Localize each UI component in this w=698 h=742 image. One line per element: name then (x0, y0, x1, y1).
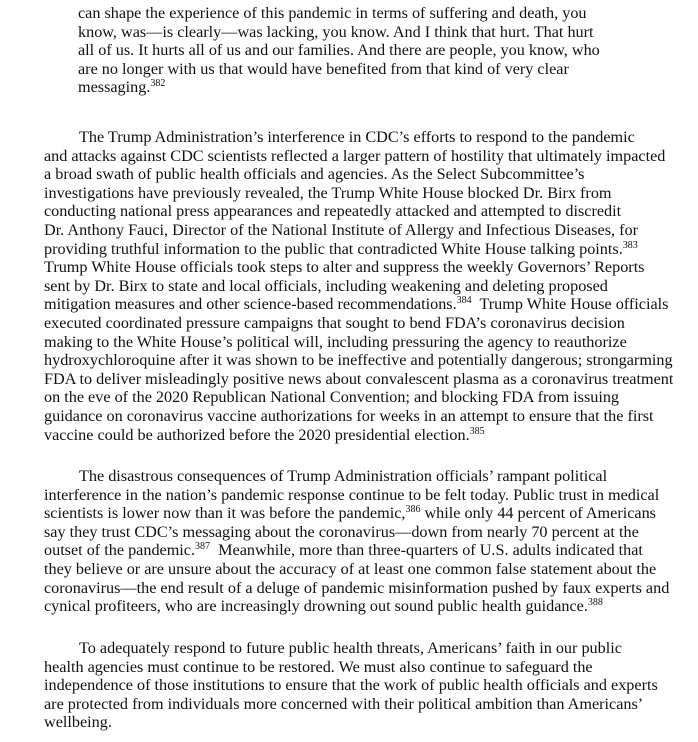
quote-line: are no longer with us that would have benefited from that kind of very clear (78, 59, 569, 78)
text-line: coronavirus—the end result of a deluge of pandemic misinformation pushed by faux experts and (44, 578, 670, 597)
footnote-ref: 384 (456, 295, 472, 307)
text-line: sent by Dr. Birx to state and local officials, including weakening and deleting proposed (44, 276, 608, 295)
footnote-ref: 382 (150, 78, 166, 90)
text-line: making to the White House’s political will, including pressuring the agency to reauthorize (44, 332, 627, 351)
footnote-ref: 386 (405, 504, 421, 516)
text-segment: outset of the pandemic. (44, 541, 196, 560)
text-segment: scientists is lower now than it was before the pandemic, (44, 504, 406, 523)
footnote-ref: 383 (622, 239, 638, 251)
text-line: independence of those institutions to ensure that the work of public health officials and experts (44, 676, 658, 695)
text-line: To adequately respond to future public health threats, Americans’ faith in our public (79, 639, 622, 657)
text-line (44, 240, 684, 259)
paragraph (44, 639, 684, 732)
text-line: executed coordinated pressure campaigns that sought to bend FDA’s coronavirus decision (44, 313, 625, 332)
text-segment: mitigation measures and other science-based recommendations. (44, 295, 457, 314)
quote-text: messaging. (78, 78, 151, 97)
paragraph (44, 128, 684, 444)
text-line (44, 295, 684, 314)
text-line: The Trump Administration’s interference in CDC’s efforts to respond to the pandemic (79, 128, 635, 146)
text-segment: Meanwhile, more than three-quarters of U.S. adults indicated that (210, 541, 643, 560)
text-segment: while only 44 percent of Americans (420, 504, 656, 523)
text-line: interference in the nation’s pandemic response continue to be felt today. Public trust in medical (44, 485, 660, 504)
text-line: a broad swath of public health officials and agencies. As the Select Subcommittee’s (44, 165, 585, 184)
text-segment: vaccine could be authorized before the 2020 presidential election. (44, 425, 470, 444)
quote-line (78, 78, 638, 97)
text-line: on the eve of the 2020 Republican National Convention; and blocking FDA from issuing (44, 388, 620, 407)
text-line: are protected from individuals more concerned with their political ambition than Americans’ (44, 694, 644, 713)
footnote-ref: 387 (195, 541, 211, 553)
text-line: Trump White House officials took steps to alter and suppress the weekly Governors’ Reports (44, 258, 645, 277)
text-line: and attacks against CDC scientists reflected a larger pattern of hostility that ultimately impacted (44, 146, 666, 165)
text-segment: cynical profiteers, who are increasingly drowning out sound public health guidance. (44, 597, 588, 616)
text-line: guidance on coronavirus vaccine authorizations for weeks in an attempt to ensure that the first (44, 406, 654, 425)
text-line: The disastrous consequences of Trump Administration officials’ rampant political (79, 467, 608, 485)
text-line: health agencies must continue to be restored. We must also continue to safeguard the (44, 657, 593, 676)
text-segment: Trump White House officials (471, 295, 669, 314)
text-line: investigations have previously revealed, the Trump White House blocked Dr. Birx from (44, 183, 612, 202)
text-line: hydroxychloroquine after it was shown to be ineffective and potentially dangerous; strongarming (44, 351, 673, 370)
text-line: say they trust CDC’s messaging about the coronavirus—down from nearly 70 percent at the (44, 522, 639, 541)
text-line (44, 597, 684, 616)
text-line: FDA to deliver misleadingly positive news about convalescent plasma as a coronavirus treatment (44, 369, 674, 388)
text-line (44, 541, 684, 560)
quote-line: can shape the experience of this pandemic in terms of suffering and death, you (78, 4, 587, 22)
text-segment: providing truthful information to the public that contradicted White House talking points. (44, 239, 623, 258)
block-quote (78, 4, 638, 97)
text-line: Dr. Anthony Fauci, Director of the National Institute of Allergy and Infectious Diseases, for (44, 220, 639, 239)
footnote-ref: 385 (469, 425, 485, 437)
text-line: they believe or are unsure about the accuracy of at least one common false statement about the (44, 559, 657, 578)
text-line: wellbeing. (44, 713, 112, 732)
text-line (44, 504, 684, 523)
quote-line: know, was—is clearly—was lacking, you know. And I think that hurt. That hurt (78, 22, 594, 41)
footnote-ref: 388 (587, 597, 603, 609)
paragraph (44, 467, 684, 616)
text-line (44, 426, 684, 445)
quote-line: all of us. It hurts all of us and our families. And there are people, you know, who (78, 41, 600, 60)
text-line: conducting national press appearances and repeatedly attacked and attempted to discredit (44, 202, 622, 221)
